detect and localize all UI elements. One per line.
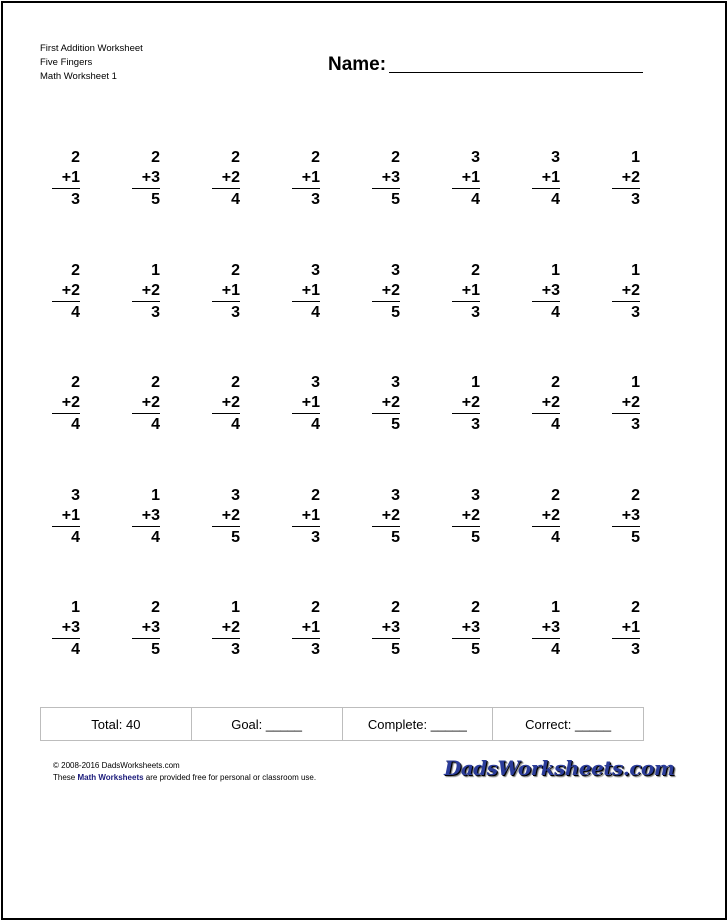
problem-answer: 4	[151, 528, 160, 546]
problem-cell	[372, 261, 452, 374]
problem-bottom: +1	[452, 281, 480, 302]
problem-bottom: +1	[52, 168, 80, 189]
problem-bottom: +1	[212, 281, 240, 302]
problem-cell	[52, 598, 132, 711]
addition-problem	[612, 598, 640, 660]
problem-top: 2	[471, 261, 480, 279]
worksheet-number: Math Worksheet 1	[40, 71, 117, 82]
problem-answer: 5	[391, 641, 400, 658]
problem-cell	[52, 148, 132, 261]
problem-top: 3	[231, 486, 240, 504]
problem-cell	[132, 486, 212, 599]
problem-top: 3	[391, 486, 400, 504]
problem-answer: 3	[631, 416, 640, 433]
problem-bottom: +1	[292, 506, 320, 527]
problem-cell	[372, 598, 452, 711]
problem-answer: 3	[471, 303, 480, 321]
problem-top: 1	[71, 599, 80, 616]
addition-problem	[532, 486, 560, 548]
problem-bottom: +2	[532, 393, 560, 414]
problem-cell	[132, 373, 212, 486]
problem-top: 2	[231, 261, 240, 279]
problem-cell	[612, 598, 692, 711]
problem-top: 2	[231, 374, 240, 391]
addition-problem	[532, 598, 560, 660]
problem-bottom: +3	[452, 618, 480, 639]
problem-answer: 3	[631, 641, 640, 658]
problem-top: 1	[471, 374, 480, 391]
addition-problem	[212, 598, 240, 660]
problem-cell	[132, 148, 212, 261]
addition-problem	[452, 148, 480, 210]
addition-problem	[372, 261, 400, 323]
problem-cell	[212, 261, 292, 374]
addition-problem	[292, 261, 320, 323]
problem-top: 2	[551, 486, 560, 504]
worksheet-header	[40, 42, 143, 84]
problem-top: 3	[471, 486, 480, 504]
problem-answer: 5	[391, 416, 400, 433]
problem-top: 2	[231, 149, 240, 166]
problem-answer: 5	[231, 528, 240, 546]
problem-cell	[532, 486, 612, 599]
problem-grid	[52, 148, 652, 711]
problem-bottom: +2	[52, 281, 80, 302]
problem-answer: 4	[551, 641, 560, 658]
problem-top: 1	[631, 374, 640, 391]
addition-problem	[212, 373, 240, 435]
problem-bottom: +1	[452, 168, 480, 189]
problem-cell	[452, 148, 532, 261]
problem-top: 1	[631, 261, 640, 279]
problem-cell	[532, 148, 612, 261]
addition-problem	[452, 598, 480, 660]
addition-problem	[132, 486, 160, 548]
problem-top: 1	[231, 599, 240, 616]
problem-bottom: +2	[52, 393, 80, 414]
dadsworksheets-logo[interactable]: DadsWorksheets.com	[444, 756, 675, 780]
problem-answer: 3	[151, 303, 160, 321]
problem-top: 2	[151, 599, 160, 616]
problem-answer: 4	[71, 641, 80, 658]
problem-cell	[532, 598, 612, 711]
problem-cell	[212, 598, 292, 711]
problem-answer: 4	[231, 416, 240, 433]
addition-problem	[452, 261, 480, 323]
problem-bottom: +3	[372, 618, 400, 639]
problem-top: 2	[471, 599, 480, 616]
problem-top: 2	[551, 374, 560, 391]
addition-problem	[612, 261, 640, 323]
problem-cell	[452, 486, 532, 599]
problem-top: 1	[151, 261, 160, 279]
addition-problem	[212, 148, 240, 210]
problem-cell	[612, 373, 692, 486]
problem-answer: 5	[391, 191, 400, 208]
problem-top: 3	[71, 486, 80, 504]
problem-cell	[452, 598, 532, 711]
problem-bottom: +3	[612, 506, 640, 527]
problem-top: 2	[311, 599, 320, 616]
problem-bottom: +1	[52, 506, 80, 527]
addition-problem	[52, 373, 80, 435]
problem-bottom: +3	[372, 168, 400, 189]
problem-cell	[452, 261, 532, 374]
goal-cell[interactable]: Goal: _____	[192, 708, 343, 740]
problem-answer: 4	[551, 191, 560, 208]
problem-bottom: +3	[132, 618, 160, 639]
problem-top: 2	[631, 486, 640, 504]
worksheet-subtitle: Five Fingers	[40, 57, 93, 68]
addition-problem	[532, 148, 560, 210]
problem-cell	[292, 598, 372, 711]
problem-top: 2	[71, 261, 80, 279]
problem-answer: 4	[311, 416, 320, 433]
problem-bottom: +1	[292, 618, 320, 639]
name-label: Name:	[328, 54, 387, 75]
math-worksheets-link[interactable]: Math Worksheets	[77, 773, 144, 782]
problem-bottom: +2	[212, 393, 240, 414]
problem-cell	[52, 486, 132, 599]
problem-top: 3	[311, 261, 320, 279]
problem-bottom: +1	[292, 281, 320, 302]
usage-pre: These	[53, 773, 78, 782]
problem-cell	[612, 148, 692, 261]
problem-answer: 4	[551, 528, 560, 546]
problem-top: 1	[551, 261, 560, 279]
problem-answer: 4	[151, 416, 160, 433]
name-field[interactable]	[328, 54, 643, 76]
problem-cell	[52, 261, 132, 374]
problem-answer: 5	[471, 641, 480, 658]
problem-cell	[612, 261, 692, 374]
addition-problem	[212, 261, 240, 323]
addition-problem	[52, 148, 80, 210]
problem-top: 3	[391, 261, 400, 279]
problem-cell	[292, 486, 372, 599]
addition-problem	[532, 373, 560, 435]
problem-bottom: +2	[132, 281, 160, 302]
problem-top: 2	[151, 149, 160, 166]
problem-bottom: +2	[132, 393, 160, 414]
problem-bottom: +1	[532, 168, 560, 189]
addition-problem	[532, 261, 560, 323]
problem-cell	[212, 373, 292, 486]
problem-answer: 3	[471, 416, 480, 433]
problem-bottom: +2	[532, 506, 560, 527]
problem-answer: 4	[551, 416, 560, 433]
problem-bottom: +3	[532, 618, 560, 639]
problem-bottom: +2	[212, 168, 240, 189]
problem-top: 1	[551, 599, 560, 616]
problem-cell	[52, 373, 132, 486]
problem-cell	[372, 486, 452, 599]
name-blank-line[interactable]	[389, 72, 643, 73]
problem-cell	[452, 373, 532, 486]
problem-answer: 4	[471, 191, 480, 208]
problem-top: 3	[391, 374, 400, 391]
problem-answer: 5	[631, 528, 640, 546]
copyright-notice	[53, 760, 316, 784]
problem-bottom: +3	[132, 506, 160, 527]
addition-problem	[212, 486, 240, 548]
problem-cell	[292, 373, 372, 486]
addition-problem	[132, 598, 160, 660]
addition-problem	[52, 598, 80, 660]
addition-problem	[612, 486, 640, 548]
problem-answer: 4	[71, 303, 80, 321]
problem-cell	[292, 261, 372, 374]
total-cell: Total: 40	[41, 708, 192, 740]
problem-bottom: +1	[292, 168, 320, 189]
problem-bottom: +2	[372, 506, 400, 527]
problem-top: 2	[391, 149, 400, 166]
worksheet-title: First Addition Worksheet	[40, 43, 143, 54]
addition-problem	[452, 486, 480, 548]
addition-problem	[452, 373, 480, 435]
problem-answer: 3	[311, 641, 320, 658]
problem-cell	[132, 261, 212, 374]
problem-cell	[132, 598, 212, 711]
problem-answer: 4	[231, 191, 240, 208]
problem-answer: 3	[231, 641, 240, 658]
addition-problem	[292, 148, 320, 210]
usage-post: are provided free for personal or classroom use.	[143, 773, 317, 782]
problem-answer: 3	[71, 191, 80, 208]
problem-bottom: +3	[532, 281, 560, 302]
problem-answer: 4	[311, 303, 320, 321]
problem-bottom: +2	[612, 393, 640, 414]
problem-cell	[212, 486, 292, 599]
problem-bottom: +2	[452, 506, 480, 527]
problem-answer: 5	[151, 641, 160, 658]
problem-answer: 3	[311, 191, 320, 208]
problem-cell	[372, 373, 452, 486]
problem-bottom: +3	[52, 618, 80, 639]
problem-top: 1	[631, 149, 640, 166]
problem-top: 2	[311, 486, 320, 504]
problem-cell	[292, 148, 372, 261]
addition-problem	[292, 486, 320, 548]
addition-problem	[292, 373, 320, 435]
addition-problem	[372, 486, 400, 548]
problem-top: 3	[311, 374, 320, 391]
problem-answer: 5	[391, 528, 400, 546]
problem-answer: 3	[631, 191, 640, 208]
problem-cell	[532, 261, 612, 374]
problem-bottom: +2	[372, 393, 400, 414]
copyright-line: © 2008-2016 DadsWorksheets.com	[53, 761, 180, 770]
problem-answer: 3	[311, 528, 320, 546]
problem-bottom: +1	[612, 618, 640, 639]
addition-problem	[612, 148, 640, 210]
problem-bottom: +2	[612, 168, 640, 189]
problem-answer: 3	[231, 303, 240, 321]
problem-top: 2	[311, 149, 320, 166]
addition-problem	[372, 148, 400, 210]
problem-answer: 4	[551, 303, 560, 321]
score-box	[40, 707, 644, 741]
addition-problem	[132, 373, 160, 435]
correct-cell[interactable]: Correct: _____	[525, 716, 612, 732]
problem-answer: 5	[471, 528, 480, 546]
problem-answer: 4	[71, 528, 80, 546]
problem-cell	[372, 148, 452, 261]
problem-answer: 5	[391, 303, 400, 321]
addition-problem	[132, 261, 160, 323]
problem-bottom: +3	[132, 168, 160, 189]
complete-cell[interactable]: Complete: _____	[343, 708, 494, 740]
addition-problem	[292, 598, 320, 660]
problem-top: 2	[151, 374, 160, 391]
problem-cell	[612, 486, 692, 599]
problem-bottom: +2	[372, 281, 400, 302]
problem-top: 3	[551, 149, 560, 166]
problem-bottom: +2	[452, 393, 480, 414]
addition-problem	[52, 486, 80, 548]
problem-cell	[532, 373, 612, 486]
problem-top: 1	[151, 486, 160, 504]
problem-bottom: +2	[212, 618, 240, 639]
addition-problem	[372, 598, 400, 660]
problem-answer: 3	[631, 303, 640, 321]
problem-top: 2	[631, 599, 640, 616]
addition-problem	[52, 261, 80, 323]
problem-answer: 5	[151, 191, 160, 208]
problem-cell	[212, 148, 292, 261]
problem-answer: 4	[71, 416, 80, 433]
addition-problem	[372, 373, 400, 435]
addition-problem	[132, 148, 160, 210]
problem-bottom: +2	[612, 281, 640, 302]
usage-line	[53, 772, 316, 784]
problem-bottom: +2	[212, 506, 240, 527]
addition-problem	[612, 373, 640, 435]
problem-top: 3	[471, 149, 480, 166]
problem-bottom: +1	[292, 393, 320, 414]
problem-top: 2	[71, 149, 80, 166]
problem-top: 2	[391, 599, 400, 616]
problem-top: 2	[71, 374, 80, 391]
